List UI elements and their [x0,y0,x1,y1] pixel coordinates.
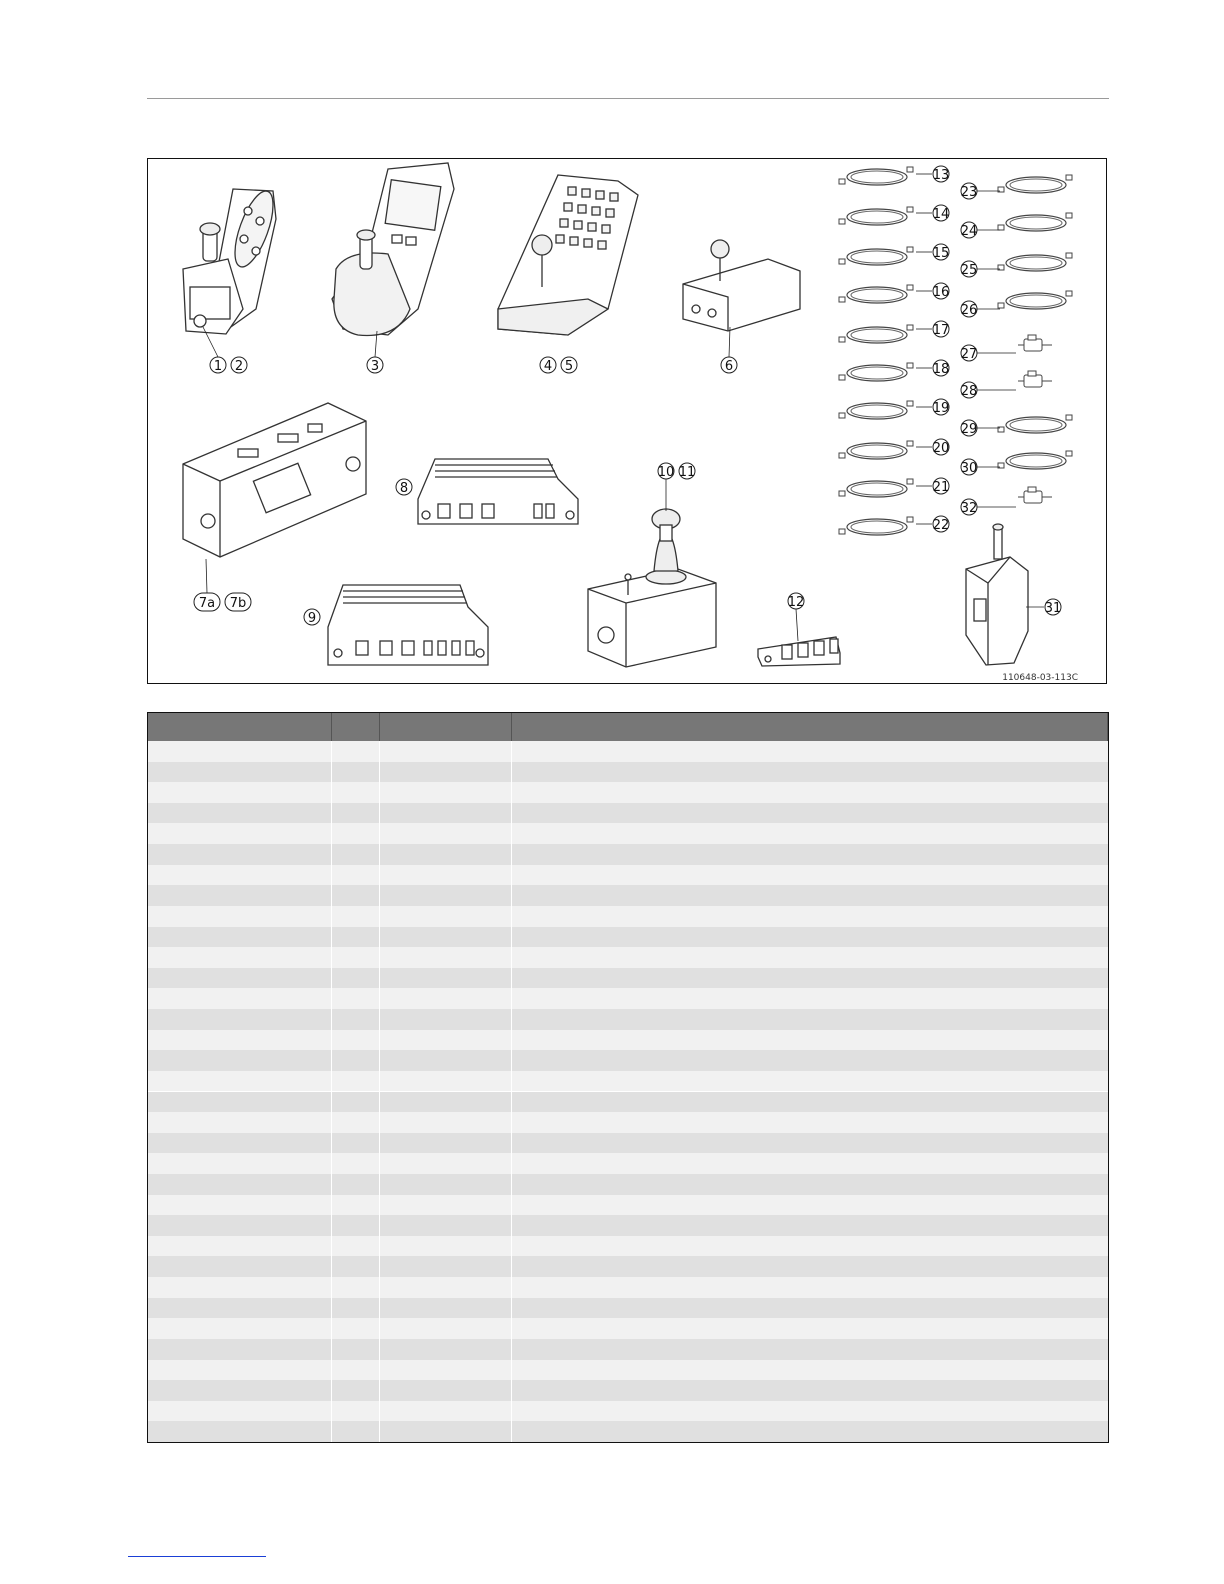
table-cell [512,906,1108,927]
table-row [148,1298,1108,1319]
table-cell [148,1030,332,1051]
table-cell [332,885,380,906]
table-cell [512,1236,1108,1257]
parts-illustration [147,158,1107,684]
table-cell [380,1112,512,1133]
table-cell [512,927,1108,948]
callout-3 [367,357,383,374]
table-cell [332,1360,380,1381]
svg-text:22: 22 [932,518,950,533]
table-cell [512,823,1108,844]
table-row [148,1133,1108,1154]
table-cell [380,803,512,824]
table-cell [512,1277,1108,1298]
table-row [148,906,1108,927]
table-cell [380,865,512,886]
svg-text:26: 26 [960,303,978,318]
table-header [148,713,1108,741]
table-cell [332,741,380,762]
table-cell [512,1421,1108,1442]
table-cell [380,1009,512,1030]
svg-text:16: 16 [932,285,950,300]
table-row [148,803,1108,824]
svg-text:10: 10 [657,465,675,480]
svg-text:7b: 7b [229,596,247,611]
svg-text:20: 20 [932,441,950,456]
table-cell [380,741,512,762]
table-cell [148,1215,332,1236]
table-cell [148,1092,332,1113]
table-row [148,1112,1108,1133]
callout-14 [916,205,949,222]
table-row [148,762,1108,783]
table-cell [332,1153,380,1174]
footer-link-rule [128,1556,266,1557]
table-cell [512,741,1108,762]
table-cell [148,927,332,948]
callout-32 [961,499,1016,516]
table-row [148,1360,1108,1381]
table-cell [332,1050,380,1071]
table-row [148,1421,1108,1442]
table-cell [512,1195,1108,1216]
table-cell [380,1360,512,1381]
table-cell [148,947,332,968]
callout-10 [658,463,675,480]
callout-13 [916,166,949,183]
top-rule [147,98,1109,99]
figure-code: 110648-03-113C [1002,673,1078,683]
header-cell [380,713,512,741]
callout-24 [961,222,1000,239]
callout-2 [231,357,247,374]
table-row [148,947,1108,968]
table-row [148,988,1108,1009]
callout-1 [210,357,226,374]
table-cell [512,1215,1108,1236]
svg-text:19: 19 [932,401,950,416]
table-cell [332,1256,380,1277]
svg-text:29: 29 [960,422,978,437]
table-cell [512,988,1108,1009]
table-row [148,1195,1108,1216]
callout-6 [721,357,737,374]
callout-17 [916,321,949,338]
table-cell [148,865,332,886]
table-cell [512,1009,1108,1030]
table-cell [380,782,512,803]
callout-4 [540,357,556,374]
parts-table [147,712,1109,1443]
callout-15 [916,244,949,261]
table-cell [332,968,380,989]
table-cell [380,823,512,844]
attendant-control-illustration [966,524,1028,665]
table-cell [512,1360,1108,1381]
svg-text:5: 5 [564,359,574,374]
table-cell [380,1174,512,1195]
svg-text:3: 3 [370,359,380,374]
svg-text:31: 31 [1044,601,1062,616]
table-cell [512,1030,1108,1051]
power-module-illustration [183,403,366,557]
table-cell [380,1195,512,1216]
table-cell [148,1174,332,1195]
table-cell [332,782,380,803]
callout-18 [916,360,949,377]
table-cell [332,1071,380,1092]
table-cell [512,1092,1108,1113]
table-cell [148,1360,332,1381]
table-cell [148,1339,332,1360]
table-cell [148,1277,332,1298]
table-row [148,968,1108,989]
table-row [148,1050,1108,1071]
callout-23 [961,183,1000,200]
table-cell [148,988,332,1009]
table-cell [380,1236,512,1257]
table-cell [380,968,512,989]
svg-text:24: 24 [960,224,978,239]
header-cell [148,713,332,741]
svg-text:18: 18 [932,362,950,377]
table-cell [380,1401,512,1422]
table-cell [332,1339,380,1360]
table-cell [332,927,380,948]
table-cell [512,1298,1108,1319]
table-cell [148,1133,332,1154]
callout-9 [304,609,320,626]
table-cell [148,1195,332,1216]
table-cell [512,1153,1108,1174]
svg-text:21: 21 [932,480,950,495]
svg-text:32: 32 [960,501,978,516]
table-cell [148,782,332,803]
table-cell [512,803,1108,824]
table-row [148,1401,1108,1422]
callout-21 [916,478,949,495]
table-row [148,823,1108,844]
table-cell [332,1195,380,1216]
actuator-module-illustration [418,459,578,524]
table-row [148,1092,1108,1113]
connector-strip-illustration [758,637,840,666]
table-cell [512,1174,1108,1195]
header-cell [332,713,380,741]
table-cell [148,1071,332,1092]
svg-text:15: 15 [932,246,950,261]
table-cell [380,1092,512,1113]
table-cell [512,1112,1108,1133]
lcd-remote-illustration [332,163,454,335]
table-row [148,1174,1108,1195]
table-row [148,1071,1108,1092]
callout-26 [961,301,1000,318]
callout-7b [225,593,251,611]
table-row [148,885,1108,906]
callout-27 [961,345,1016,362]
table-cell [512,1133,1108,1154]
callout-29 [961,420,1000,437]
table-cell [332,1133,380,1154]
table-cell [380,844,512,865]
table-cell [332,1030,380,1051]
table-cell [380,1380,512,1401]
table-cell [380,1133,512,1154]
callout-5 [561,357,577,374]
table-cell [148,1421,332,1442]
svg-text:14: 14 [932,207,950,222]
table-cell [380,1421,512,1442]
table-cell [332,865,380,886]
table-cell [512,782,1108,803]
table-row [148,865,1108,886]
table-cell [512,885,1108,906]
table-cell [148,762,332,783]
table-cell [380,885,512,906]
table-cell [148,1112,332,1133]
table-cell [332,1009,380,1030]
table-row [148,1339,1108,1360]
svg-text:27: 27 [960,347,978,362]
svg-text:4: 4 [543,359,553,374]
table-row [148,1277,1108,1298]
table-cell [512,762,1108,783]
heavy-joystick-illustration [588,509,716,667]
table-cell [148,803,332,824]
table-cell [380,927,512,948]
table-cell [380,1071,512,1092]
svg-text:11: 11 [678,465,696,480]
table-row [148,1380,1108,1401]
table-cell [512,968,1108,989]
callout-22 [916,516,949,533]
table-cell [512,1401,1108,1422]
table-cell [332,1298,380,1319]
table-row [148,1153,1108,1174]
table-cell [512,1380,1108,1401]
svg-text:8: 8 [399,481,409,496]
compact-joystick-illustration [683,240,800,331]
table-cell [332,803,380,824]
table-cell [380,1318,512,1339]
svg-text:30: 30 [960,461,978,476]
table-cell [512,947,1108,968]
table-cell [148,1050,332,1071]
table-cell [380,1256,512,1277]
table-cell [148,1009,332,1030]
table-cell [380,1030,512,1051]
table-cell [380,1050,512,1071]
table-cell [332,1215,380,1236]
svg-text:9: 9 [307,611,317,626]
table-cell [380,1339,512,1360]
keypad-module-illustration [498,175,638,335]
table-cell [332,1112,380,1133]
callout-12 [788,593,805,610]
svg-text:28: 28 [960,384,978,399]
svg-text:12: 12 [787,595,805,610]
table-cell [332,1401,380,1422]
callout-31 [1026,599,1061,616]
svg-text:25: 25 [960,263,978,278]
table-cell [512,1050,1108,1071]
table-cell [148,1298,332,1319]
table-cell [512,1071,1108,1092]
io-module-illustration [328,585,488,665]
table-cell [380,988,512,1009]
table-row [148,1236,1108,1257]
callout-8 [396,479,412,496]
table-cell [148,844,332,865]
callout-25 [961,261,1000,278]
callout-20 [916,439,949,456]
table-cell [380,762,512,783]
table-cell [148,823,332,844]
callout-11 [679,463,696,480]
svg-text:13: 13 [932,168,950,183]
table-row [148,782,1108,803]
table-cell [148,1318,332,1339]
table-cell [332,1421,380,1442]
table-cell [332,1236,380,1257]
table-cell [148,1256,332,1277]
svg-text:23: 23 [960,185,978,200]
table-row [148,1009,1108,1030]
table-cell [148,741,332,762]
table-row [148,844,1108,865]
svg-text:17: 17 [932,323,950,338]
callout-30 [961,459,1000,476]
table-cell [332,906,380,927]
table-row [148,741,1108,762]
header-cell [512,713,1108,741]
table-cell [332,1174,380,1195]
callout-16 [916,283,949,300]
table-cell [512,844,1108,865]
table-cell [512,1318,1108,1339]
table-cell [148,1380,332,1401]
table-row [148,1030,1108,1051]
table-cell [512,1256,1108,1277]
table-cell [380,906,512,927]
table-cell [332,947,380,968]
table-cell [148,1153,332,1174]
table-cell [512,865,1108,886]
table-row [148,1318,1108,1339]
table-cell [332,823,380,844]
table-cell [332,1380,380,1401]
svg-text:7a: 7a [198,596,216,611]
callout-19 [916,399,949,416]
table-cell [332,988,380,1009]
table-cell [148,885,332,906]
table-cell [148,1401,332,1422]
table-row [148,927,1108,948]
table-cell [380,1277,512,1298]
table-cell [380,1153,512,1174]
table-cell [380,947,512,968]
callout-28 [961,382,1016,399]
svg-text:1: 1 [213,359,223,374]
table-row [148,1215,1108,1236]
svg-text:6: 6 [724,359,734,374]
table-cell [148,906,332,927]
table-cell [380,1298,512,1319]
table-cell [148,1236,332,1257]
table-cell [332,762,380,783]
table-cell [512,1339,1108,1360]
table-cell [332,1277,380,1298]
table-cell [332,1318,380,1339]
table-cell [148,968,332,989]
table-cell [332,844,380,865]
joystick-module-illustration [183,187,281,334]
table-cell [380,1215,512,1236]
svg-text:2: 2 [234,359,244,374]
table-cell [332,1092,380,1113]
callout-7a [194,593,220,611]
table-row [148,1256,1108,1277]
